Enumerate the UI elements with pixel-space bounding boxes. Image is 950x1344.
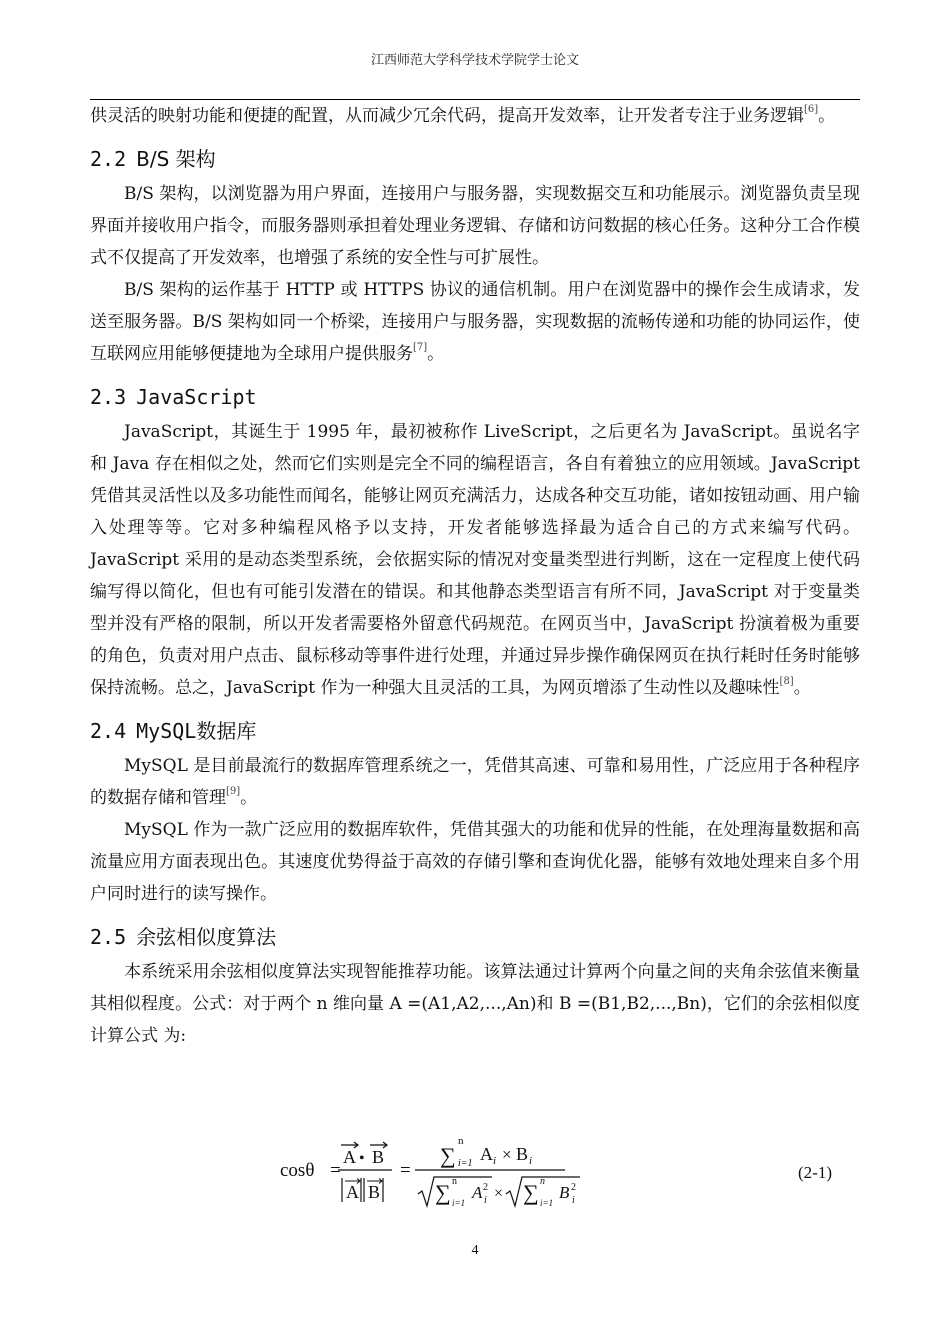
- formula-sum-num-lower: i=1: [458, 1158, 473, 1169]
- cosine-formula: [280, 1130, 860, 1220]
- heading-2-3: [90, 384, 860, 410]
- formula-a-den-sq: 2: [483, 1182, 488, 1193]
- paragraph-cosine: 本系统采用余弦相似度算法实现智能推荐功能。该算法通过计算两个向量之间的夹角余弦值来衡量其相似程度。公式：对于两个 n 维向量 A =(A1,A2,...,An)和 B =(B1,B2,...,Bn)，它们的余弦相似度计算公式 为:: [90, 962, 860, 1046]
- heading-number: 2.5: [90, 925, 127, 949]
- formula-times-den: ×: [494, 1185, 504, 1202]
- page-content: [90, 100, 860, 1052]
- intro-text: 供灵活的映射功能和便捷的配置，从而减少冗余代码，提高开发效率，让开发者专注于业务逻辑: [90, 106, 804, 126]
- heading-number: 2.2: [90, 147, 127, 171]
- formula-b-den: B: [559, 1183, 570, 1202]
- paragraph-bs-1: B/S 架构，以浏览器为用户界面，连接用户与服务器，实现数据交互和功能展示。浏览器负责呈现界面并接收用户指令，而服务器则承担着处理业务逻辑、存储和访问数据的核心任务。这种分工合作模式不仅提高了开发效率，也增强了系统的安全性与可扩展性。: [90, 184, 860, 268]
- formula-b-den-index: i: [572, 1195, 575, 1206]
- heading-title-mono: MySQL: [136, 719, 197, 743]
- citation-7[interactable]: [7]: [413, 342, 428, 354]
- heading-title: B/S 架构: [136, 147, 216, 171]
- heading-2-4: [90, 718, 860, 744]
- formula-lhs: cosθ: [280, 1160, 315, 1181]
- formula-vec-b-num: B: [372, 1147, 385, 1167]
- citation-8[interactable]: [8]: [779, 676, 794, 688]
- formula-vec-b-den: B: [368, 1182, 381, 1202]
- paragraph-mysql-2: MySQL 作为一款广泛应用的数据库软件，凭借其强大的功能和优异的性能，在处理海量数据和高流量应用方面表现出色。其速度优势得益于高效的存储引擎和查询优化器，能够有效地处理来自多个用户同时进行的读写操作。: [90, 820, 860, 904]
- paragraph-bs-2: [90, 274, 860, 370]
- paragraph-mysql-1: [90, 750, 860, 814]
- formula-a-den: A: [472, 1183, 483, 1202]
- citation-6[interactable]: [6]: [804, 104, 819, 116]
- formula-eq-1: =: [330, 1160, 341, 1181]
- heading-title: JavaScript: [136, 385, 257, 409]
- formula-sum-b-lower: i=1: [540, 1198, 554, 1208]
- formula-sum-b: ∑: [523, 1180, 539, 1205]
- formula-b-num: B: [516, 1144, 529, 1164]
- intro-paragraph: [90, 100, 860, 132]
- formula-b-den-sq: 2: [571, 1182, 576, 1193]
- running-header: 江西师范大学科学技术学院学士论文: [370, 53, 579, 68]
- heading-number: 2.3: [90, 385, 127, 409]
- formula-sum-num-upper: n: [458, 1135, 464, 1147]
- formula-svg: [280, 1130, 860, 1220]
- formula-vec-a-num: A: [343, 1147, 356, 1167]
- paragraph-tail: 。: [793, 678, 811, 698]
- paragraph-js: [90, 416, 860, 704]
- paragraph-text: B/S 架构的运作基于 HTTP 或 HTTPS 协议的通信机制。用户在浏览器中的操作会生成请求，发送至服务器。B/S 架构如同一个桥梁，连接用户与服务器，实现数据的流畅传递和功能的协同运作，使互联网应用能够便捷地为全球用户提供服务: [90, 280, 860, 364]
- formula-a-num: A: [480, 1144, 493, 1164]
- page-number: 4: [471, 1243, 479, 1258]
- formula-eq-2: =: [400, 1160, 411, 1181]
- formula-sum-a-upper: n: [452, 1176, 457, 1187]
- formula-times-num: ×: [502, 1145, 512, 1164]
- heading-2-5: [90, 924, 860, 950]
- paragraph-text: JavaScript，其诞生于 1995 年，最初被称作 LiveScript，之后更名为 JavaScript。虽说名字和 Java 存在相似之处，然而它们实则是完全不同的编程语言，各自有着独立的应用领域。JavaScript 凭借其灵活性以及多功能性而闻名，能够让网页充满活力，达成各种交互功能，诸如按钮动画、用户输入处理等等。它对多种编程风格予以支持，开发者能够选择最为适合自己的方式来编写代码。JavaScript 采用的是动态类型系统，会依据实际的情况对变量类型进行判断，这在一定程度上使代码编写得以简化，但也有可能引发潜在的错误。和其他静态类型语言有所不同，JavaScript 对于变量类型并没有严格的限制，所以开发者需要格外留意代码规范。在网页当中，JavaScript 扮演着极为重要的角色，负责对用户点击、鼠标移动等事件进行处理，并通过异步操作确保网页在执行耗时任务时能够保持流畅。总之，JavaScript 作为一种强大且灵活的工具，为网页增添了生动性以及趣味性: [90, 422, 860, 698]
- heading-number: 2.4: [90, 719, 127, 743]
- formula-a-num-index: i: [493, 1155, 497, 1167]
- heading-title: 余弦相似度算法: [136, 925, 277, 949]
- paragraph-tail: 。: [427, 344, 445, 364]
- formula-sum-num: ∑: [440, 1143, 456, 1168]
- paragraph-tail: 。: [240, 788, 258, 808]
- formula-b-num-index: i: [529, 1155, 533, 1167]
- formula-vec-a-den: A: [346, 1182, 359, 1202]
- formula-a-den-index: i: [484, 1195, 487, 1206]
- formula-sum-b-upper: n: [540, 1176, 545, 1187]
- intro-tail: 。: [818, 106, 836, 126]
- paragraph-text: MySQL 是目前最流行的数据库管理系统之一，凭借其高速、可靠和易用性，广泛应用于各种程序的数据存储和管理: [90, 756, 860, 808]
- formula-dot: •: [359, 1150, 365, 1167]
- formula-sum-a-lower: i=1: [452, 1198, 466, 1208]
- citation-9[interactable]: [9]: [226, 786, 241, 798]
- heading-2-2: [90, 146, 860, 172]
- equation-label: (2-1): [798, 1163, 832, 1182]
- heading-title-rest: 数据库: [196, 719, 257, 743]
- formula-sum-a: ∑: [435, 1180, 451, 1205]
